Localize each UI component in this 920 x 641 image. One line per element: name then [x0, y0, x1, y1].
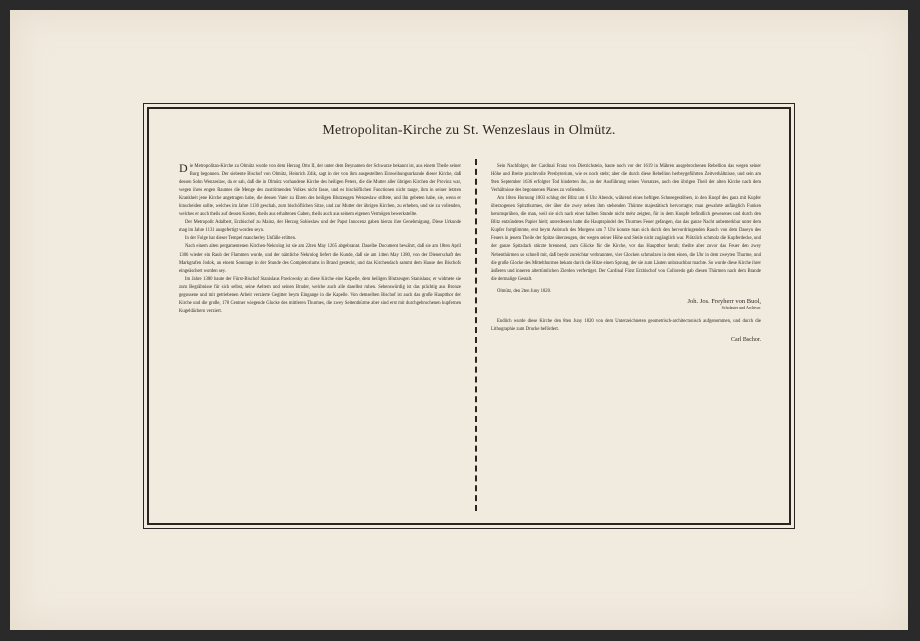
paragraph-2: Der Metropolit Adalbert, Erzbischof zu Mainz, der Herzog Sobieslaw und der Papst Innocenz gaben hierzu ihre Genehmigung. Diese Urkunde mag im Jahre 1131 ausgefertigt worden seyn. — [179, 220, 461, 234]
paragraph-4: Nach einem alten pergamentenen Kirchen-Nekrolog ist sie am 22ten May 1265 abgebrannt. Daselbe Document bewährt, daß sie am 18ten April 1306 wieder ein Raub der Flammen wurde, und der nämliche Nekrolog liefert die Kunde, daß sie am 14ten May 1380, von der Dienerschaft des Markgrafen Jodok, an einem Sonntage in der Stunde des Completoriums in Brand gesteckt, und das Kirchendach sammt dem Hause des Bischofs eingeäschert worden sey. — [179, 244, 461, 274]
left-column — [179, 163, 461, 316]
column-divider — [475, 159, 477, 511]
closing-paragraph: Endlich wurde diese Kirche den 8ten Juny 1820 von dem Unterzeichneten geometrisch-architectonisch aufgenommen, und durch die Lithographie zum Drucke befördert. — [491, 318, 761, 332]
paper-sheet — [10, 10, 908, 630]
document-frame — [147, 107, 791, 525]
dropcap-letter: D — [179, 161, 188, 175]
paragraph-6: Sein Nachfolger, der Cardinal Franz von Dietrichstein, baute noch vor der 1619 in Mähren ausgebrochenen Rebellion das wegen seiner Höhe und Breite prachtvolle Presbyterium, wie es noch steht; aber die durch diese Rebellion herbeygeführten Zeitverhältnisse, und sein am 9ten September 1636 erfolgter Tod hinderten ihn, an der Ausführung seines Vorsatzes, auch den übrigen Theil der alten Kirche nach dem Verhältnisse des begonnenen Planes zu vollenden. — [491, 164, 761, 194]
place-date: Olmütz, den 2ten Juny 1820. — [497, 288, 552, 294]
document-title: Metropolitan-Kirche zu St. Wenzeslaus in Olmütz. — [322, 123, 616, 138]
paragraph-7: Am 16ten Hornung 1803 schlug der Blitz um 6 Uhr Abends, während eines heftigen Schneegestöbers, in den Knopf des ganz mit Kupfer überzogenen Spitzthurmes, der über die zwey neben ihm stehenden Thürme majestätisch hervorragte; man gewahrte anfänglich Funken herumsprühen, die man, weil sie sich nach einer halben Stunde nicht mehr zeigten, für in dem Knopfe befindlich gewesenes und durch den Blitz entzündetes Papier hielt; unterdessen hatte die Hauptspindel des Thurmes Feuer gefangen, das das ganze Nacht unbemerkbar unter dem Kupfer fortglimmte, erst beym Anbruch des Morgens um 7 Uhr konnte man sich durch den hervordringenden Rauch von dem Daseyn des Feuers in jenem Theile der Spitze überzeugen, der wegen seiner Höhe und Steile nicht zugänglich war. Plötzlich schmolz die Kupferdecke, und der ganze Spitzdach stürzte brennend, zum Glücke für die Kirche, vor das Hauptthor herab; theilte aber zuvor das Feuer den zwey Nebenthürmen so schnell mit, daß beyde zureichtar verbrannten, vier Glocken schmolzen in dem einen, die Uhr in dem zweyten Thurme, und die große Glocke des Mittelthurmes bekam durch die Hitze einen Sprung, der sie zum Läuten unbrauchbar machte. So wurde diese Kirche ihrer äußeren und inneren altertümlichen Zierden verfertiget. Der Cardinal Fürst Erzbischof von Colloredo gab diesen Thürmen nach dem Brande die dermalige Gestalt. — [491, 196, 761, 282]
paragraph-5: Im Jahre 1380 baute der Fürst-Bischof Stanislaus Pawlowsky an diese Kirche eine Kapelle, dem heiligen Blutzeugen Stanislaus; er widmete sie zum Begräbnisse für sich selbst, seine Aeltern und seinen Bruder, welche auch alle daselbst ruhen. Sehenswürdig ist das prächtig aus Bronze gegossene und mit getriebenen Arbeit verzierte Gegitter beym Eingange in die Kapelle. Von demselben Bischof ist auch das große Hauptthor der Kirche und die große, 178 Centner wiegende Glocke des mittleren Thurmes, die zwey Seitenthürme aber sind erst mit durchgebrochenen kupfernen Kugeldächern verziert. — [179, 276, 461, 314]
paragraph-3: In der Folge hat dieser Tempel mancherley Unfälle erlitten. — [185, 236, 297, 242]
right-column — [491, 163, 761, 344]
paragraph-1 — [179, 163, 461, 219]
signature-title: Scholaster und Archivar. — [721, 304, 761, 310]
lithographer-name: Carl Bschor. — [731, 336, 761, 343]
paragraph-1-text: ie Metropolitan-Kirche zu Olmütz wurde von dem Herzog Otto II, der unter dem Beynamen der Schwarze bekannt ist, aus einem Theile seiner Burg begonnen. Der siebente Bischof von Olmütz, Heinrich Zdik, sagt in der von ihm ausgestellten Einweihungsurkunde dieser Kirche, daß dessen Sohn Wenzeslaw, da er sah, daß die in Olmütz vorhandene Kirche des heiligen Peters, die die Mutter aller übrigen Kirchen der Provinz war, wegen ihres engen Raumes die Menge des zuströmenden Volkes nicht fasse, und es bischöflichen Functionen nicht tauge, ihm in seiner letzten Krankheit jene Kirche angetragen habe, die dessen Vater zu Ehren des heiligen Blutzeugen Wenzeslaw stiftete, und ihn gebeten habe, sie, wenn er hinscheiden sollte, welches im Jahre 1130 geschah, zum bischöflichen Sitze, und zur Mutter der übrigen Kirchen, zu erheben, und sie zu vollenden, welches er auch theils auf dessen Kosten, theils aus erhaltenen Gaben, theils auch aus seinem eigenen Vermögen bewerkstellte. — [179, 164, 461, 218]
signature-name: Joh. Jos. Freyherr von Buol, — [687, 297, 761, 305]
